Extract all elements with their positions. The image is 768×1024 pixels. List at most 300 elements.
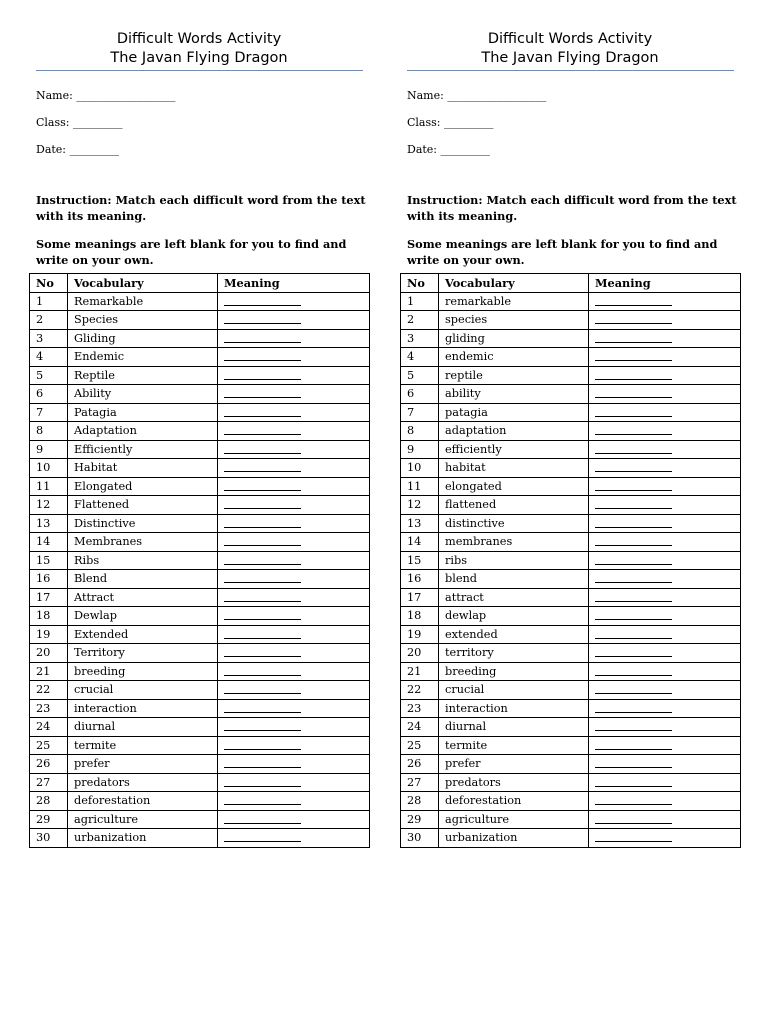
- meaning-blank[interactable]: [595, 830, 672, 842]
- instruction-text: Instruction: Match each difficult word from the text with its meaning.: [36, 193, 366, 224]
- row-number: 27: [401, 773, 439, 792]
- table-row: [401, 662, 741, 681]
- meaning-blank[interactable]: [224, 664, 301, 676]
- vocabulary-word: extended: [439, 625, 589, 644]
- meaning-cell[interactable]: [589, 533, 741, 552]
- meaning-cell[interactable]: [589, 311, 741, 330]
- table-row: [401, 422, 741, 441]
- meaning-blank[interactable]: [224, 312, 301, 324]
- header-no: No: [30, 274, 68, 293]
- meaning-cell[interactable]: [589, 810, 741, 829]
- meaning-blank[interactable]: [224, 497, 301, 509]
- table-row: [30, 385, 370, 404]
- meaning-blank[interactable]: [224, 756, 301, 768]
- meaning-cell[interactable]: [218, 514, 370, 533]
- vocabulary-word: termite: [439, 736, 589, 755]
- meaning-cell[interactable]: [589, 588, 741, 607]
- vocabulary-word: ribs: [439, 551, 589, 570]
- vocabulary-word: gliding: [439, 329, 589, 348]
- meaning-blank[interactable]: [595, 423, 672, 435]
- vocabulary-word: Patagia: [68, 403, 218, 422]
- meaning-cell[interactable]: [218, 366, 370, 385]
- vocabulary-word: breeding: [68, 662, 218, 681]
- meaning-cell[interactable]: [589, 662, 741, 681]
- table-row: [30, 773, 370, 792]
- vocabulary-word: deforestation: [439, 792, 589, 811]
- row-number: 17: [30, 588, 68, 607]
- row-number: 8: [401, 422, 439, 441]
- row-number: 19: [30, 625, 68, 644]
- row-number: 15: [30, 551, 68, 570]
- date-field[interactable]: Date: _________: [36, 143, 120, 156]
- row-number: 17: [401, 588, 439, 607]
- meaning-cell[interactable]: [218, 570, 370, 589]
- row-number: 5: [401, 366, 439, 385]
- vocabulary-word: adaptation: [439, 422, 589, 441]
- vocabulary-word: Territory: [68, 644, 218, 663]
- row-number: 24: [30, 718, 68, 737]
- row-number: 3: [30, 329, 68, 348]
- row-number: 23: [30, 699, 68, 718]
- meaning-blank[interactable]: [595, 608, 672, 620]
- meaning-cell[interactable]: [218, 662, 370, 681]
- row-number: 26: [30, 755, 68, 774]
- meaning-cell[interactable]: [589, 366, 741, 385]
- vocabulary-word: urbanization: [439, 829, 589, 848]
- meaning-cell[interactable]: [589, 773, 741, 792]
- meaning-blank[interactable]: [595, 664, 672, 676]
- vocabulary-word: Species: [68, 311, 218, 330]
- meaning-blank[interactable]: [224, 738, 301, 750]
- meaning-cell[interactable]: [589, 736, 741, 755]
- table-row: [30, 570, 370, 589]
- table-row: [401, 718, 741, 737]
- vocabulary-word: blend: [439, 570, 589, 589]
- row-number: 30: [30, 829, 68, 848]
- table-row: [30, 625, 370, 644]
- row-number: 2: [401, 311, 439, 330]
- table-row: [30, 496, 370, 515]
- meaning-blank[interactable]: [224, 331, 301, 343]
- meaning-cell[interactable]: [589, 755, 741, 774]
- header-meaning: Meaning: [589, 274, 741, 293]
- meaning-blank[interactable]: [224, 405, 301, 417]
- meaning-blank[interactable]: [224, 553, 301, 565]
- table-row: [30, 588, 370, 607]
- vocabulary-word: interaction: [439, 699, 589, 718]
- class-field[interactable]: Class: _________: [36, 116, 123, 129]
- meaning-blank[interactable]: [595, 386, 672, 398]
- row-number: 30: [401, 829, 439, 848]
- vocabulary-word: ability: [439, 385, 589, 404]
- row-number: 20: [30, 644, 68, 663]
- meaning-cell[interactable]: [218, 311, 370, 330]
- table-row: [401, 477, 741, 496]
- vocabulary-word: elongated: [439, 477, 589, 496]
- vocabulary-word: Membranes: [68, 533, 218, 552]
- table-row: [30, 736, 370, 755]
- meaning-blank[interactable]: [595, 479, 672, 491]
- vocabulary-word: predators: [68, 773, 218, 792]
- row-number: 28: [30, 792, 68, 811]
- name-field[interactable]: Name: __________________: [36, 89, 176, 102]
- row-number: 6: [30, 385, 68, 404]
- meaning-cell[interactable]: [589, 829, 741, 848]
- title-divider: [407, 70, 734, 71]
- meaning-blank[interactable]: [595, 719, 672, 731]
- table-row: [401, 385, 741, 404]
- row-number: 18: [401, 607, 439, 626]
- meaning-cell[interactable]: [218, 810, 370, 829]
- row-number: 8: [30, 422, 68, 441]
- meaning-cell[interactable]: [218, 607, 370, 626]
- meaning-blank[interactable]: [595, 738, 672, 750]
- table-row: [30, 477, 370, 496]
- vocabulary-table: [400, 273, 741, 848]
- table-row: [30, 792, 370, 811]
- table-header-row: [401, 274, 741, 293]
- meaning-cell[interactable]: [218, 681, 370, 700]
- meaning-cell[interactable]: [589, 459, 741, 478]
- meaning-blank[interactable]: [224, 442, 301, 454]
- instruction-note: Some meanings are left blank for you to find and write on your own.: [36, 236, 347, 267]
- meaning-blank[interactable]: [595, 331, 672, 343]
- vocabulary-word: termite: [68, 736, 218, 755]
- meaning-cell[interactable]: [218, 385, 370, 404]
- table-row: [30, 681, 370, 700]
- meaning-cell[interactable]: [589, 681, 741, 700]
- row-number: 22: [30, 681, 68, 700]
- class-field[interactable]: Class: _________: [407, 116, 494, 129]
- meaning-blank[interactable]: [224, 479, 301, 491]
- table-row: [401, 625, 741, 644]
- meaning-cell[interactable]: [589, 699, 741, 718]
- vocabulary-word: Distinctive: [68, 514, 218, 533]
- header-vocabulary: Vocabulary: [439, 274, 589, 293]
- meaning-blank[interactable]: [224, 423, 301, 435]
- worksheet-heading: [29, 30, 369, 67]
- vocabulary-table: [29, 273, 370, 848]
- vocabulary-word: membranes: [439, 533, 589, 552]
- meaning-blank[interactable]: [595, 793, 672, 805]
- table-row: [401, 459, 741, 478]
- vocabulary-word: habitat: [439, 459, 589, 478]
- vocabulary-word: Adaptation: [68, 422, 218, 441]
- vocabulary-word: deforestation: [68, 792, 218, 811]
- meaning-blank[interactable]: [595, 349, 672, 361]
- vocabulary-word: patagia: [439, 403, 589, 422]
- vocabulary-word: territory: [439, 644, 589, 663]
- meaning-blank[interactable]: [595, 645, 672, 657]
- vocabulary-word: remarkable: [439, 292, 589, 311]
- table-row: [30, 718, 370, 737]
- meaning-blank[interactable]: [224, 645, 301, 657]
- meaning-cell[interactable]: [218, 440, 370, 459]
- meaning-blank[interactable]: [595, 294, 672, 306]
- meaning-blank[interactable]: [224, 608, 301, 620]
- table-row: [30, 440, 370, 459]
- row-number: 24: [401, 718, 439, 737]
- table-row: [30, 551, 370, 570]
- meaning-blank[interactable]: [595, 682, 672, 694]
- name-field[interactable]: Name: __________________: [407, 89, 547, 102]
- vocabulary-word: interaction: [68, 699, 218, 718]
- meaning-blank[interactable]: [595, 756, 672, 768]
- table-row: [30, 699, 370, 718]
- vocabulary-word: Ability: [68, 385, 218, 404]
- vocabulary-word: Ribs: [68, 551, 218, 570]
- row-number: 13: [401, 514, 439, 533]
- table-row: [30, 514, 370, 533]
- row-number: 9: [30, 440, 68, 459]
- meaning-blank[interactable]: [595, 775, 672, 787]
- table-row: [401, 551, 741, 570]
- meaning-blank[interactable]: [224, 682, 301, 694]
- table-row: [401, 699, 741, 718]
- table-row: [401, 644, 741, 663]
- table-row: [401, 311, 741, 330]
- vocabulary-word: crucial: [68, 681, 218, 700]
- table-row: [401, 496, 741, 515]
- meaning-cell[interactable]: [589, 514, 741, 533]
- meaning-cell[interactable]: [589, 644, 741, 663]
- meaning-blank[interactable]: [595, 312, 672, 324]
- row-number: 10: [30, 459, 68, 478]
- row-number: 21: [401, 662, 439, 681]
- vocabulary-word: agriculture: [439, 810, 589, 829]
- table-row: [30, 292, 370, 311]
- vocabulary-word: Extended: [68, 625, 218, 644]
- meaning-blank[interactable]: [224, 460, 301, 472]
- table-row: [401, 755, 741, 774]
- meaning-cell[interactable]: [218, 736, 370, 755]
- row-number: 1: [30, 292, 68, 311]
- row-number: 14: [30, 533, 68, 552]
- meaning-blank[interactable]: [224, 386, 301, 398]
- vocabulary-word: Gliding: [68, 329, 218, 348]
- table-row: [30, 810, 370, 829]
- meaning-cell[interactable]: [218, 348, 370, 367]
- row-number: 10: [401, 459, 439, 478]
- meaning-blank[interactable]: [224, 627, 301, 639]
- vocabulary-word: Reptile: [68, 366, 218, 385]
- row-number: 21: [30, 662, 68, 681]
- meaning-cell[interactable]: [589, 792, 741, 811]
- meaning-cell[interactable]: [589, 551, 741, 570]
- meaning-cell[interactable]: [218, 755, 370, 774]
- table-row: [401, 292, 741, 311]
- meaning-cell[interactable]: [218, 625, 370, 644]
- meaning-blank[interactable]: [224, 368, 301, 380]
- meaning-cell[interactable]: [218, 329, 370, 348]
- title-divider: [36, 70, 363, 71]
- row-number: 1: [401, 292, 439, 311]
- instruction-text: Instruction: Match each difficult word from the text with its meaning.: [407, 193, 737, 224]
- table-row: [30, 755, 370, 774]
- meaning-blank[interactable]: [224, 830, 301, 842]
- meaning-cell[interactable]: [218, 588, 370, 607]
- vocabulary-word: agriculture: [68, 810, 218, 829]
- meaning-cell[interactable]: [218, 459, 370, 478]
- row-number: 29: [30, 810, 68, 829]
- table-row: [30, 607, 370, 626]
- meaning-cell[interactable]: [589, 570, 741, 589]
- meaning-cell[interactable]: [218, 533, 370, 552]
- student-info-fields: [29, 82, 369, 163]
- meaning-blank[interactable]: [595, 460, 672, 472]
- meaning-cell[interactable]: [589, 607, 741, 626]
- row-number: 19: [401, 625, 439, 644]
- meaning-cell[interactable]: [589, 403, 741, 422]
- table-row: [30, 348, 370, 367]
- meaning-cell[interactable]: [218, 477, 370, 496]
- meaning-blank[interactable]: [224, 349, 301, 361]
- meaning-cell[interactable]: [589, 477, 741, 496]
- row-number: 20: [401, 644, 439, 663]
- meaning-blank[interactable]: [595, 627, 672, 639]
- row-number: 29: [401, 810, 439, 829]
- table-row: [30, 829, 370, 848]
- table-row: [401, 736, 741, 755]
- row-number: 11: [30, 477, 68, 496]
- vocabulary-word: diurnal: [439, 718, 589, 737]
- meaning-blank[interactable]: [224, 812, 301, 824]
- table-row: [401, 570, 741, 589]
- meaning-cell[interactable]: [589, 718, 741, 737]
- worksheet-title: Difficult Words Activity: [487, 31, 653, 47]
- vocabulary-word: dewlap: [439, 607, 589, 626]
- row-number: 15: [401, 551, 439, 570]
- table-row: [401, 533, 741, 552]
- row-number: 28: [401, 792, 439, 811]
- meaning-cell[interactable]: [589, 422, 741, 441]
- meaning-blank[interactable]: [595, 368, 672, 380]
- meaning-blank[interactable]: [224, 534, 301, 546]
- vocabulary-word: distinctive: [439, 514, 589, 533]
- meaning-cell[interactable]: [218, 829, 370, 848]
- meaning-cell[interactable]: [218, 699, 370, 718]
- meaning-blank[interactable]: [224, 719, 301, 731]
- row-number: 23: [401, 699, 439, 718]
- vocabulary-word: Habitat: [68, 459, 218, 478]
- table-row: [401, 403, 741, 422]
- vocabulary-word: Remarkable: [68, 292, 218, 311]
- meaning-blank[interactable]: [595, 701, 672, 713]
- header-no: No: [401, 274, 439, 293]
- worksheet-title: Difficult Words Activity: [116, 31, 282, 47]
- meaning-blank[interactable]: [224, 294, 301, 306]
- worksheet-right: [400, 30, 740, 848]
- meaning-blank[interactable]: [595, 534, 672, 546]
- row-number: 6: [401, 385, 439, 404]
- row-number: 22: [401, 681, 439, 700]
- meaning-cell[interactable]: [218, 292, 370, 311]
- meaning-blank[interactable]: [595, 590, 672, 602]
- row-number: 14: [401, 533, 439, 552]
- meaning-cell[interactable]: [218, 422, 370, 441]
- meaning-blank[interactable]: [224, 571, 301, 583]
- meaning-cell[interactable]: [218, 792, 370, 811]
- meaning-blank[interactable]: [595, 812, 672, 824]
- table-row: [30, 403, 370, 422]
- vocabulary-word: Dewlap: [68, 607, 218, 626]
- table-row: [30, 459, 370, 478]
- table-row: [30, 311, 370, 330]
- vocabulary-word: breeding: [439, 662, 589, 681]
- meaning-cell[interactable]: [218, 551, 370, 570]
- meaning-cell[interactable]: [589, 292, 741, 311]
- meaning-cell[interactable]: [589, 496, 741, 515]
- table-row: [401, 329, 741, 348]
- row-number: 27: [30, 773, 68, 792]
- table-row: [401, 829, 741, 848]
- vocabulary-word: Flattened: [68, 496, 218, 515]
- vocabulary-word: Elongated: [68, 477, 218, 496]
- meaning-cell[interactable]: [589, 385, 741, 404]
- row-number: 26: [401, 755, 439, 774]
- meaning-cell[interactable]: [218, 718, 370, 737]
- table-row: [401, 810, 741, 829]
- meaning-blank[interactable]: [224, 590, 301, 602]
- meaning-cell[interactable]: [218, 496, 370, 515]
- meaning-cell[interactable]: [218, 773, 370, 792]
- header-vocabulary: Vocabulary: [68, 274, 218, 293]
- worksheet-subtitle: The Javan Flying Dragon: [481, 49, 659, 66]
- worksheet-heading: [400, 30, 740, 67]
- row-number: 13: [30, 514, 68, 533]
- table-row: [401, 607, 741, 626]
- table-row: [401, 681, 741, 700]
- table-row: [401, 773, 741, 792]
- meaning-cell[interactable]: [589, 329, 741, 348]
- meaning-cell[interactable]: [218, 403, 370, 422]
- table-row: [30, 422, 370, 441]
- vocabulary-word: prefer: [68, 755, 218, 774]
- row-number: 11: [401, 477, 439, 496]
- row-number: 12: [30, 496, 68, 515]
- vocabulary-word: diurnal: [68, 718, 218, 737]
- vocabulary-word: flattened: [439, 496, 589, 515]
- row-number: 7: [401, 403, 439, 422]
- meaning-blank[interactable]: [224, 516, 301, 528]
- vocabulary-word: species: [439, 311, 589, 330]
- meaning-blank[interactable]: [595, 497, 672, 509]
- row-number: 18: [30, 607, 68, 626]
- meaning-blank[interactable]: [595, 553, 672, 565]
- table-row: [30, 662, 370, 681]
- meaning-cell[interactable]: [589, 440, 741, 459]
- row-number: 4: [30, 348, 68, 367]
- meaning-blank[interactable]: [224, 793, 301, 805]
- meaning-blank[interactable]: [224, 701, 301, 713]
- meaning-blank[interactable]: [224, 775, 301, 787]
- meaning-cell[interactable]: [218, 644, 370, 663]
- meaning-blank[interactable]: [595, 571, 672, 583]
- vocabulary-word: urbanization: [68, 829, 218, 848]
- meaning-cell[interactable]: [589, 625, 741, 644]
- row-number: 3: [401, 329, 439, 348]
- table-row: [401, 440, 741, 459]
- vocabulary-word: attract: [439, 588, 589, 607]
- meaning-cell[interactable]: [589, 348, 741, 367]
- table-row: [30, 644, 370, 663]
- row-number: 2: [30, 311, 68, 330]
- meaning-blank[interactable]: [595, 516, 672, 528]
- row-number: 25: [401, 736, 439, 755]
- date-field[interactable]: Date: _________: [407, 143, 491, 156]
- meaning-blank[interactable]: [595, 442, 672, 454]
- meaning-blank[interactable]: [595, 405, 672, 417]
